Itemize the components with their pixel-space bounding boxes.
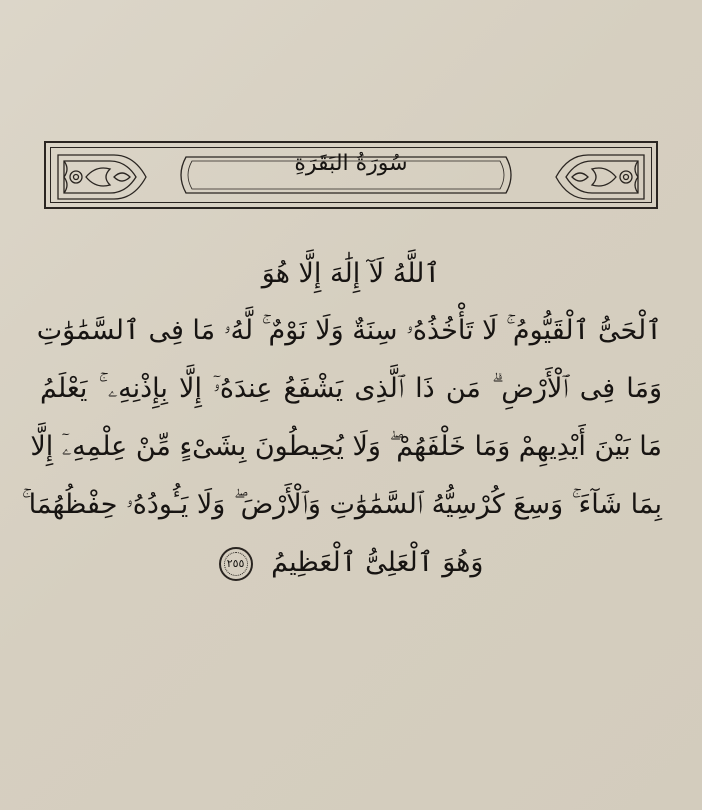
verse-line: وَمَا فِى ٱلْأَرْضِ ۗ مَن ذَا ٱلَّذِى يَشْفَعُ عِندَهُۥٓ إِلَّا بِإِذْنِهِۦ ۚ يَعْلَمُ xyxy=(40,373,662,404)
verse-text xyxy=(21,246,662,592)
verse-line: ٱللَّهُ لَآ إِلَٰهَ إِلَّا هُوَ xyxy=(261,258,441,289)
verse-line: وَهُوَ ٱلْعَلِىُّ ٱلْعَظِيمُ xyxy=(271,547,484,578)
surah-title: سُورَةُ البَقَرَةِ xyxy=(294,151,408,176)
verse-line: بِمَا شَآءَ ۚ وَسِعَ كُرْسِيُّهُ ٱلسَّمَٰوَٰتِ وَٱلْأَرْضَ ۖ وَلَا يَـُٔودُهُۥ حِفْظُهُمَا ۚ xyxy=(21,489,662,520)
surah-header-frame xyxy=(44,141,658,209)
verse-line-last xyxy=(40,534,662,592)
verse-line: ٱلْحَىُّ ٱلْقَيُّومُ ۚ لَا تَأْخُذُهُۥ سِنَةٌ وَلَا نَوْمٌ ۚ لَّهُۥ مَا فِى ٱلسَّمَٰوَٰتِ xyxy=(36,315,662,346)
verse-line: مَا بَيْنَ أَيْدِيهِمْ وَمَا خَلْفَهُمْ ۖ وَلَا يُحِيطُونَ بِشَىْءٍ مِّنْ عِلْمِهِۦٓ إِلَّا xyxy=(30,431,662,462)
ayah-number-marker: ٢٥٥ xyxy=(219,547,253,581)
